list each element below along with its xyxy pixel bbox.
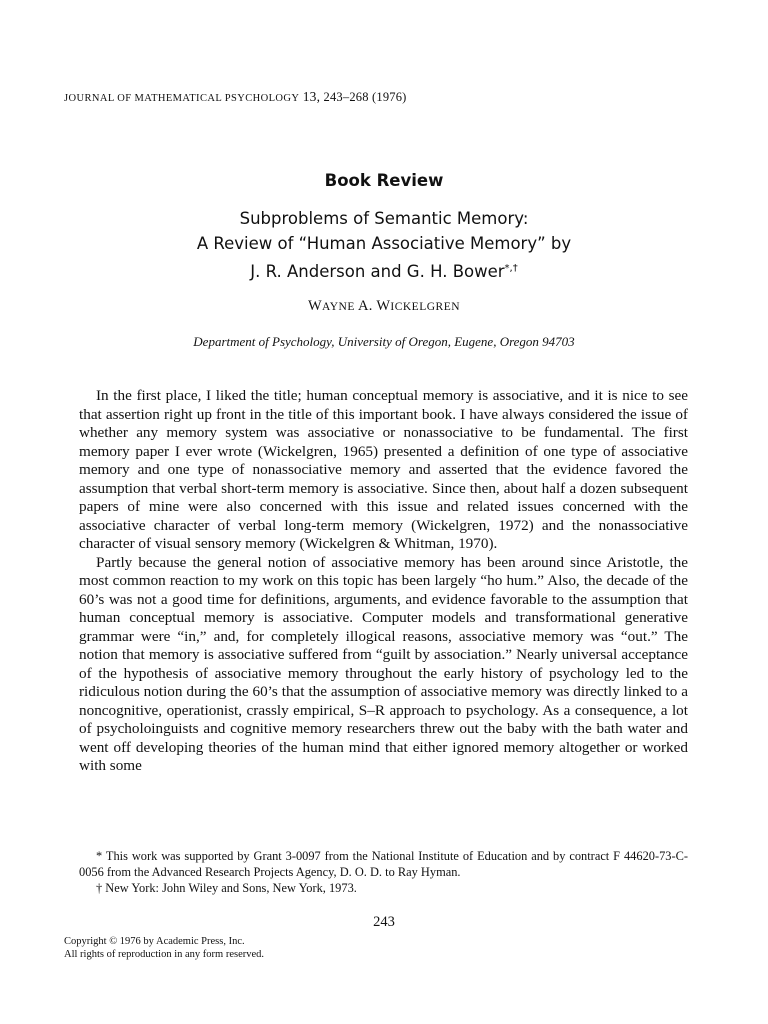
footnote: * This work was supported by Grant 3-0097 from the National Institute of Education and by contract F 44620-73-C-0056 from the Advanced Research Projects Agency, D. O. D. to Ray Hyman. [79,849,688,880]
journal-volume: 13, [302,89,321,104]
title-line: Subproblems of Semantic Memory: [239,209,529,228]
title-line: A Review of “Human Associative Memory” by [196,234,572,253]
article-title [0,206,768,284]
section-title: Book Review [324,171,444,190]
footnote: † New York: John Wiley and Sons, New York, 1973. [96,881,357,896]
footnotes [79,848,688,897]
title-line [0,256,768,284]
article-body [79,387,688,776]
page-number: 243 [373,914,395,930]
author-name: WAYNE A. WICKELGREN [307,298,461,314]
journal-name: JOURNAL OF MATHEMATICAL PSYCHOLOGY [64,93,300,104]
journal-pages-year: 243–268 (1976) [323,90,407,104]
title-footnote-marks: *,† [504,263,518,274]
journal-running-header [64,89,407,105]
body-paragraph: In the first place, I liked the title; human conceptual memory is associative, and it is nice to see that assertion right up front in the title of this important book. I have always considered the issue of whether any memory system was associative or nonassociative to be fundamental. The first memory paper I ever wrote (Wickelgren, 1965) presented a definition of one type of associative memory and one type of nonassociative memory and asserted that the evidence favored the assumption that verbal short-term memory is associative. Since then, about half a dozen subsequent papers of mine were also concerned with this issue and related issues concerned with the associative character of verbal long-term memory (Wickelgren, 1972) and the nonassociative character of visual sensory memory (Wickelgren & Whitman, 1970). [79,387,688,552]
copyright-notice [64,936,264,961]
body-paragraph: Partly because the general notion of associative memory has been around since Aristotle, the most common reaction to my work on this topic has been largely “ho hum.” Also, the decade of the 60’s was not a good time for definitions, arguments, and evidence favorable to the assumption that human conceptual memory is associative. Computer models and transformational generative grammar were “in,” and, for completely illogical reasons, associative memory was “out.” The notion that memory is associative suffered from “guilt by association.” Nearly universal acceptance of the hypothesis of associative memory throughout the early history of psychology led to the ridiculous notion during the 60’s that the assumption of associative memory was directly linked to a noncognitive, operationist, crassly empirical, S–R approach to psychology. As a consequence, a lot of psycholoinguists and cognitive memory researchers threw out the baby with the bath water and went off developing theories of the human mind that either ignored memory altogether or worked with some [79,553,688,774]
title-line-text: J. R. Anderson and G. H. Bower [250,262,505,281]
copyright-line: All rights of reproduction in any form reserved. [64,948,265,960]
copyright-line: Copyright © 1976 by Academic Press, Inc. [64,936,245,947]
author-affiliation: Department of Psychology, University of Oregon, Eugene, Oregon 94703 [193,334,575,349]
